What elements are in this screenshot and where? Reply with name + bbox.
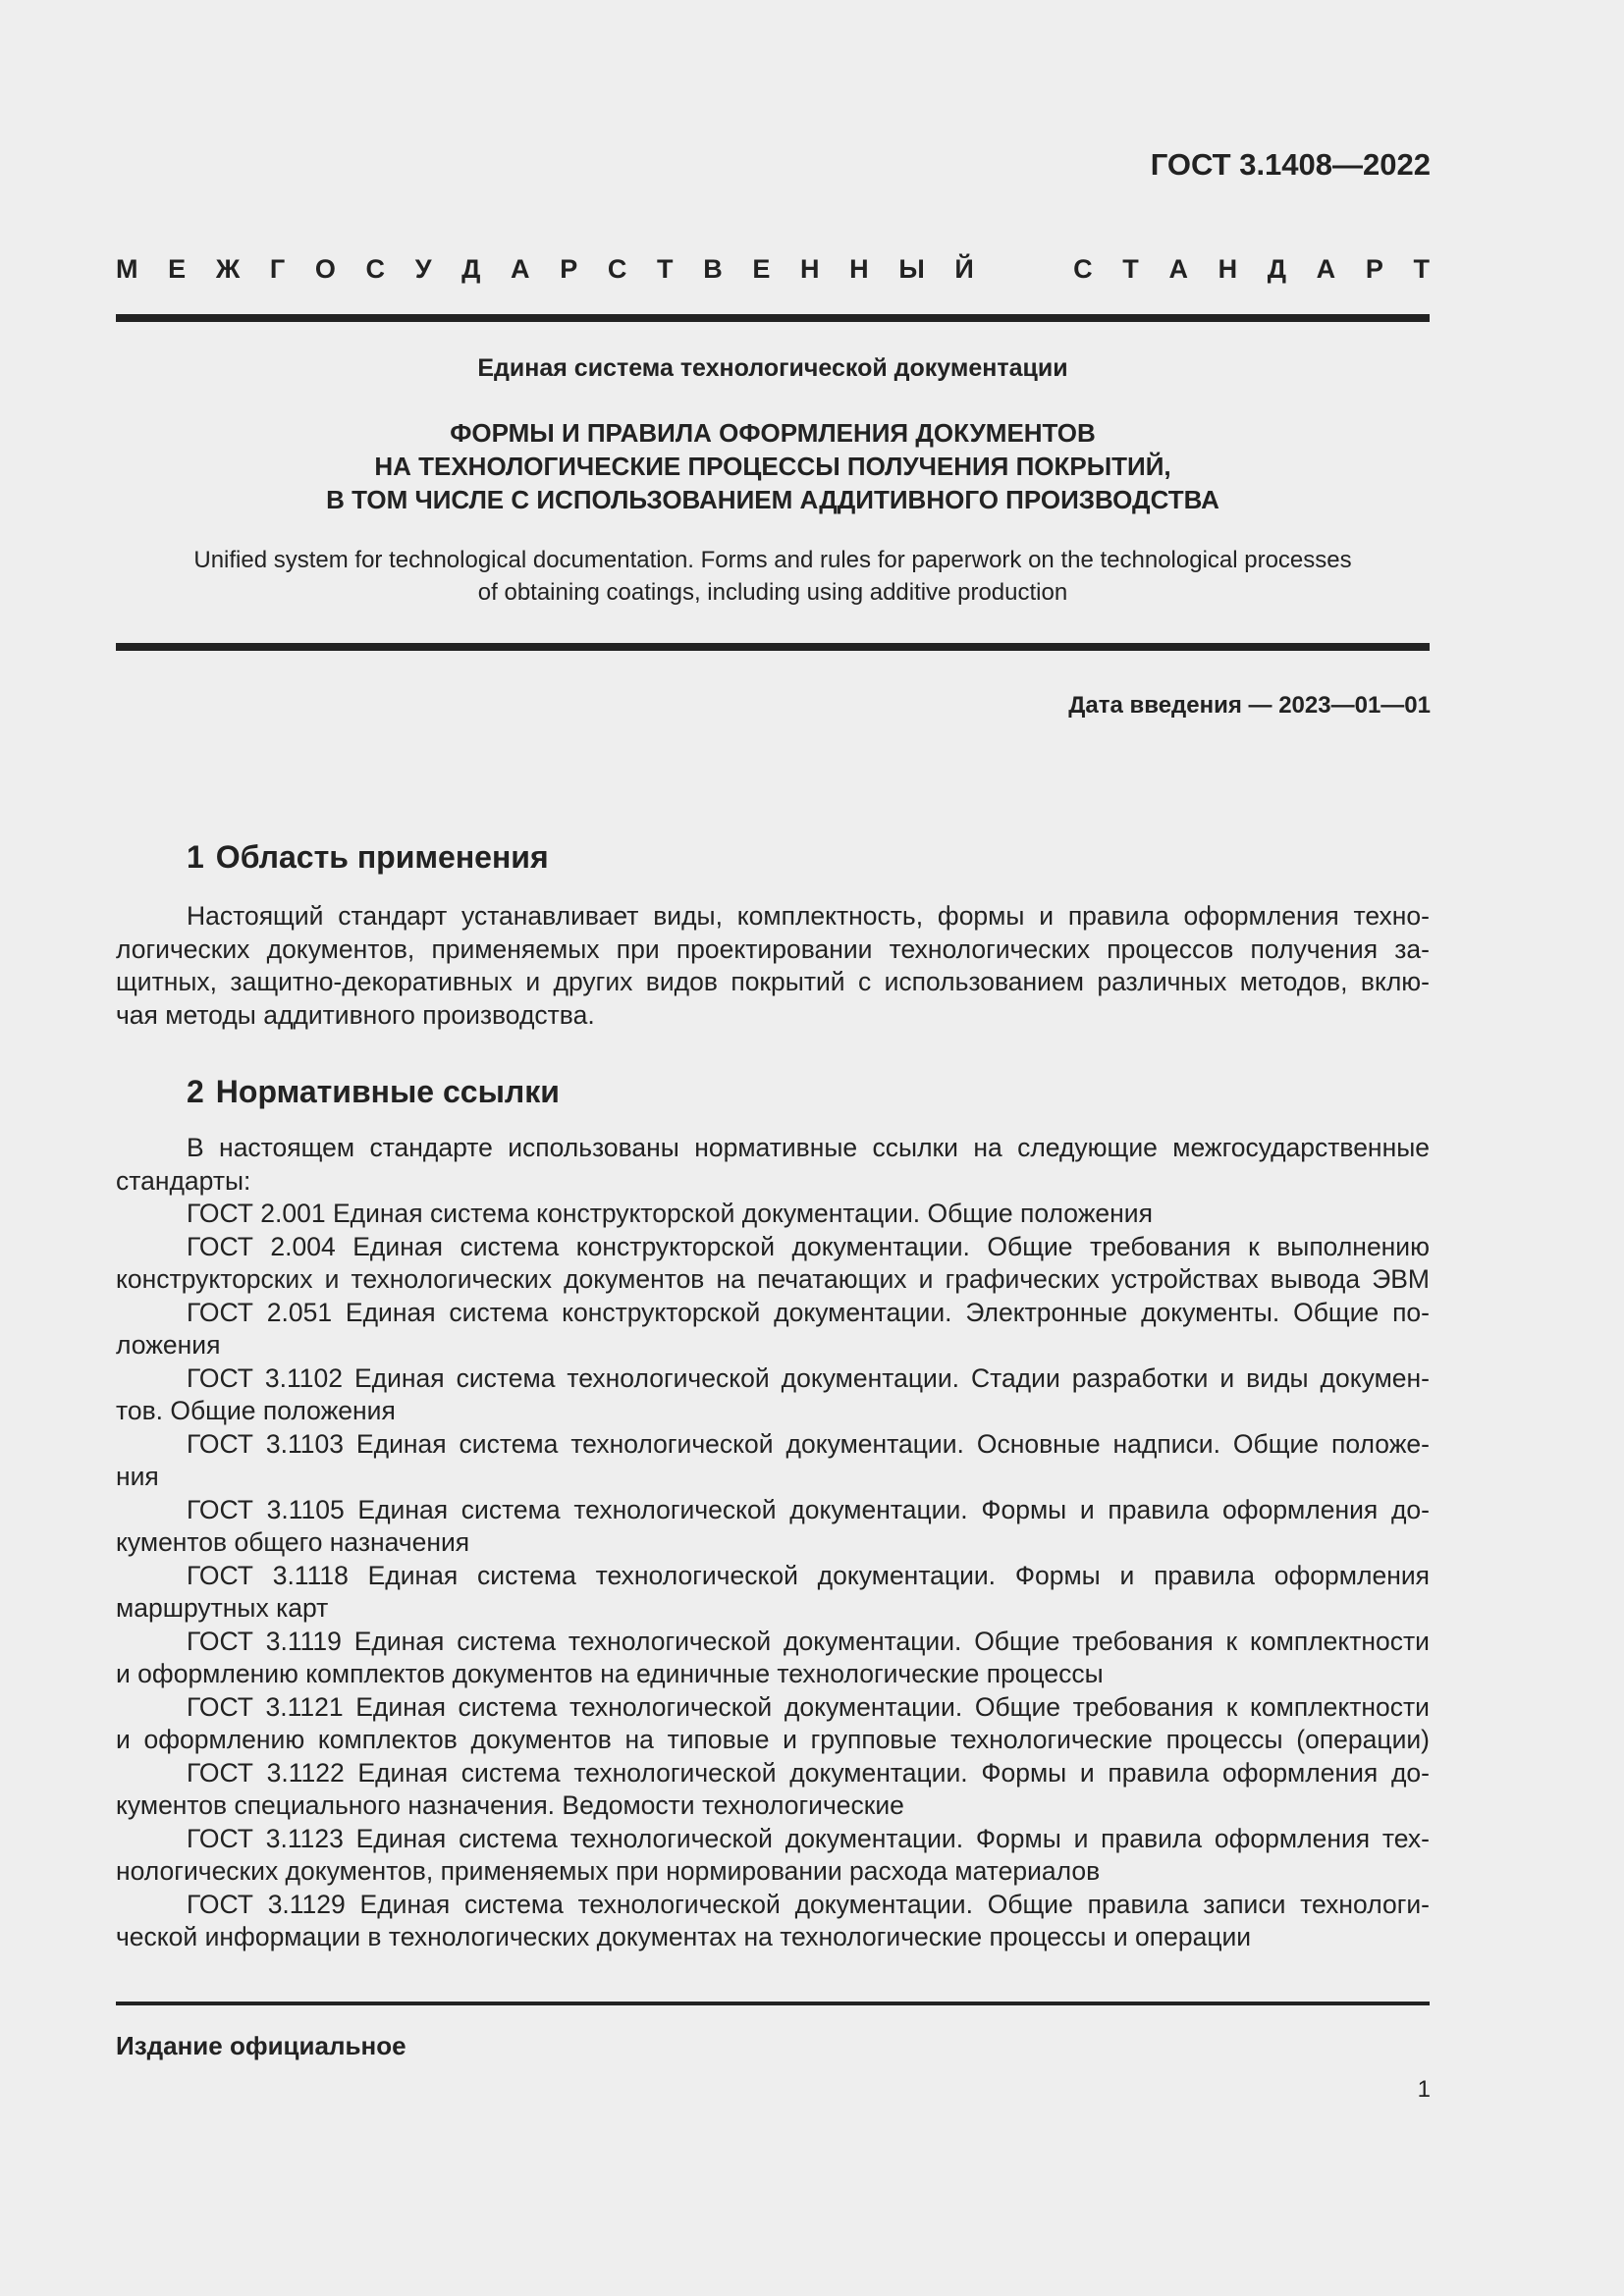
footer-divider — [116, 2002, 1430, 2005]
letter: Т — [1122, 254, 1139, 284]
letter: М — [116, 254, 138, 284]
reference-item: ГОСТ 3.1122 Единая система технологической документации. Формы и правила оформления до- — [187, 1757, 1430, 1788]
letter: Т — [1413, 254, 1430, 284]
letter: Р — [1365, 254, 1383, 284]
text-line: щитных, защитно-декоративных и других видов покрытий с использованием различных методов, вклю- — [116, 967, 1430, 996]
reference-item-cont: и оформлению комплектов документов на типовые и групповые технологические процессы (операции) — [116, 1725, 1430, 1754]
reference-item: ГОСТ 3.1102 Единая система технологической документации. Стадии разработки и виды докумен- — [187, 1362, 1430, 1393]
text-line: В настоящем стандарте использованы нормативные ссылки на следующие межгосударственные — [187, 1133, 1430, 1162]
english-title-line: Unified system for technological documentation. Forms and rules for paperwork on the technological processes — [193, 547, 1352, 573]
reference-item: ГОСТ 2.051 Единая система конструкторской документации. Электронные документы. Общие по- — [187, 1297, 1430, 1327]
reference-item-cont: маршрутных карт — [116, 1593, 329, 1623]
reference-item: ГОСТ 2.001 Единая система конструкторской документации. Общие положения — [187, 1199, 1153, 1228]
letter: Е — [168, 254, 187, 284]
reference-item: ГОСТ 2.004 Единая система конструкторской документации. Общие требования к выполнению — [187, 1231, 1430, 1261]
section-1-heading — [187, 835, 549, 879]
section-title: Область применения — [215, 839, 549, 875]
top-divider — [116, 314, 1430, 322]
letter: Д — [461, 254, 481, 284]
reference-item-cont: и оформлению комплектов документов на единичные технологические процессы — [116, 1659, 1104, 1688]
letter: А — [1316, 254, 1336, 284]
english-title — [116, 544, 1430, 609]
reference-item: ГОСТ 3.1118 Единая система технологической документации. Формы и правила оформления — [187, 1560, 1430, 1590]
letter: Н — [1218, 254, 1238, 284]
letter: С — [1073, 254, 1093, 284]
text-line: Настоящий стандарт устанавливает виды, комплектность, формы и правила оформления техно- — [187, 901, 1430, 931]
document-title-line: НА ТЕХНОЛОГИЧЕСКИЕ ПРОЦЕССЫ ПОЛУЧЕНИЯ ПОКРЫТИЙ, — [374, 452, 1171, 481]
system-title: Единая система технологической документации — [477, 354, 1068, 382]
letter: Ж — [215, 254, 241, 284]
introduction-date: Дата введения — 2023—01—01 — [1068, 692, 1431, 719]
section-1-paragraph — [116, 900, 1430, 1032]
reference-item-cont: ческой информации в технологических документах на технологические процессы и операции — [116, 1922, 1252, 1951]
letter: Г — [269, 254, 286, 284]
reference-item: ГОСТ 3.1105 Единая система технологической документации. Формы и правила оформления до- — [187, 1494, 1430, 1524]
reference-item: ГОСТ 3.1103 Единая система технологической документации. Основные надписи. Общие положе- — [187, 1428, 1430, 1459]
section-2-heading — [187, 1070, 560, 1113]
letter: А — [511, 254, 530, 284]
reference-item-cont: тов. Общие положения — [116, 1396, 396, 1425]
reference-item-cont: ния — [116, 1462, 159, 1491]
reference-item-cont: ложения — [116, 1330, 221, 1360]
section-number: 2 — [187, 1074, 204, 1109]
letter: В — [703, 254, 723, 284]
section-number: 1 — [187, 839, 204, 875]
reference-item: ГОСТ 3.1121 Единая система технологической документации. Общие требования к комплектности — [187, 1691, 1430, 1722]
reference-item-cont: конструкторских и технологических документов на печатающих и графических устройствах вывода ЭВМ — [116, 1264, 1430, 1294]
standard-type-heading — [116, 250, 1430, 288]
document-title-line: ФОРМЫ И ПРАВИЛА ОФОРМЛЕНИЯ ДОКУМЕНТОВ — [450, 418, 1096, 448]
letter: Н — [800, 254, 820, 284]
letter: Т — [657, 254, 674, 284]
letter: У — [414, 254, 432, 284]
letter: О — [314, 254, 336, 284]
english-title-line: of obtaining coatings, including using additive production — [477, 579, 1068, 606]
edition-label: Издание официальное — [116, 2031, 406, 2060]
page-number: 1 — [1417, 2076, 1431, 2103]
reference-item-cont: кументов специального назначения. Ведомости технологические — [116, 1790, 904, 1820]
letter: Е — [752, 254, 771, 284]
letter: А — [1168, 254, 1188, 284]
letter: С — [365, 254, 386, 284]
reference-item-cont: кументов общего назначения — [116, 1527, 470, 1557]
document-title — [116, 416, 1430, 516]
letter: Д — [1267, 254, 1287, 284]
text-line: стандарты: — [116, 1165, 251, 1196]
letter: Ы — [898, 254, 925, 284]
gost-number: ГОСТ 3.1408—2022 — [1150, 147, 1431, 182]
letter: С — [607, 254, 627, 284]
word-gap — [1003, 250, 1043, 288]
letter: Р — [560, 254, 578, 284]
section-title: Нормативные ссылки — [215, 1074, 560, 1109]
text-line: логических документов, применяемых при проектировании технологических процессов получения за- — [116, 934, 1430, 964]
title-bottom-divider — [116, 643, 1430, 651]
reference-item: ГОСТ 3.1123 Единая система технологической документации. Формы и правила оформления тех- — [187, 1823, 1430, 1853]
reference-item: ГОСТ 3.1119 Единая система технологической документации. Общие требования к комплектности — [187, 1626, 1430, 1656]
reference-item-cont: нологических документов, применяемых при нормировании расхода материалов — [116, 1856, 1101, 1886]
reference-item: ГОСТ 3.1129 Единая система технологической документации. Общие правила записи технологи- — [187, 1889, 1430, 1919]
letter: Н — [849, 254, 869, 284]
letter: Й — [954, 254, 974, 284]
text-line: чая методы аддитивного производства. — [116, 999, 595, 1030]
document-title-line: В ТОМ ЧИСЛЕ С ИСПОЛЬЗОВАНИЕМ АДДИТИВНОГО ПРОИЗВОДСТВА — [326, 485, 1219, 514]
section-2-body — [116, 1132, 1430, 1954]
